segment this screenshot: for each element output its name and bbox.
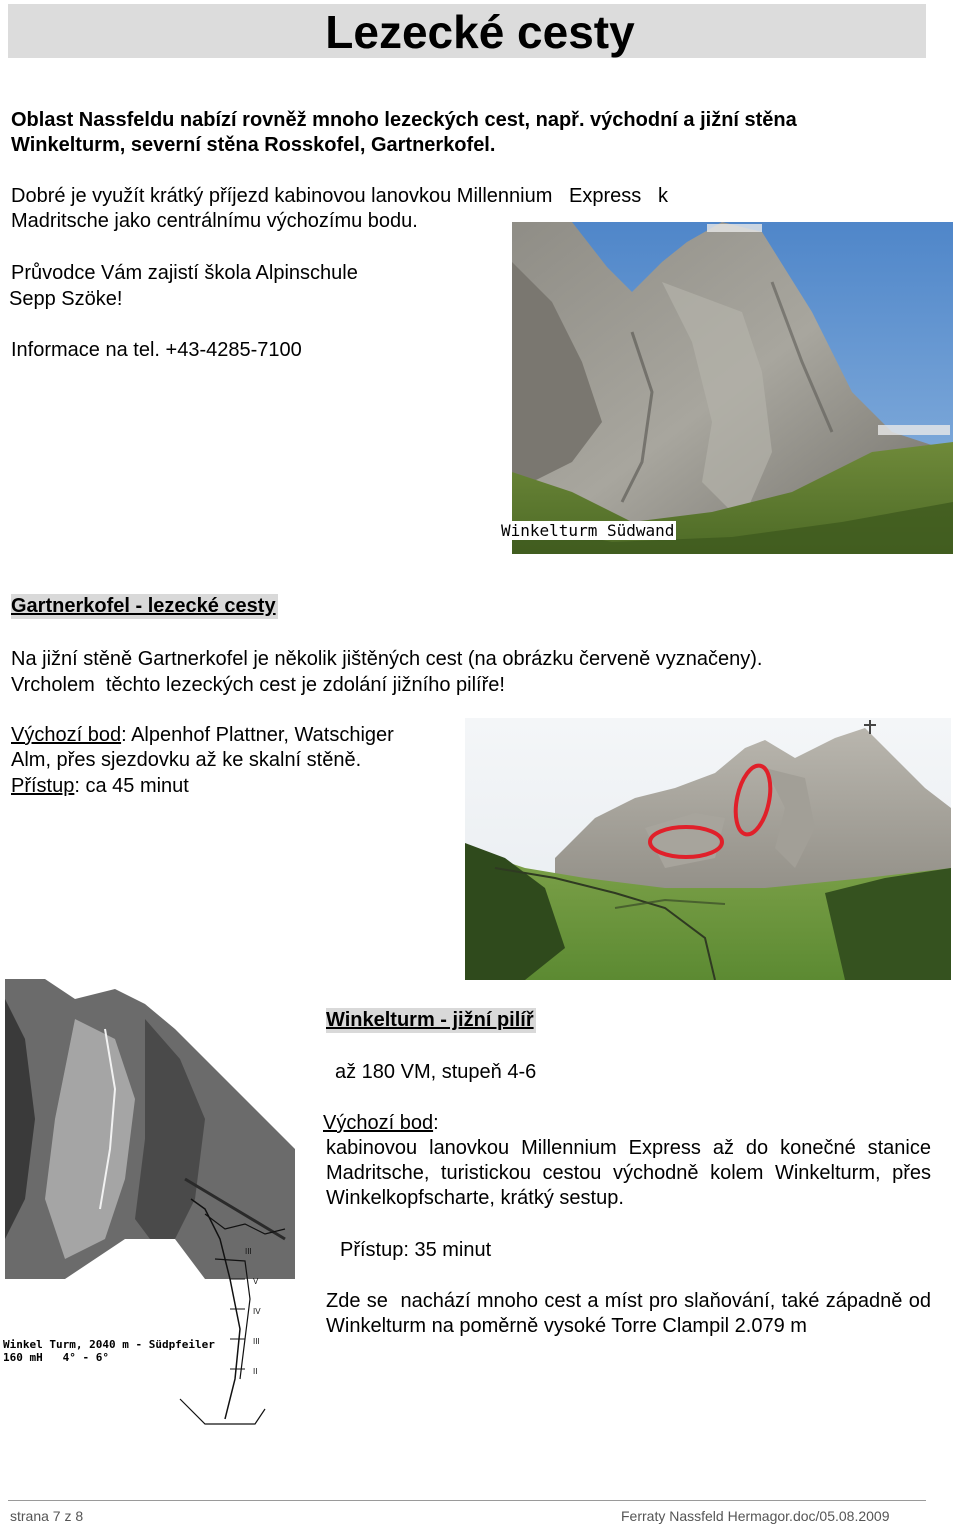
footer-page-number: strana 7 z 8 bbox=[10, 1508, 84, 1524]
footer-document-name: Ferraty Nassfeld Hermagor.doc/05.08.2009 bbox=[621, 1508, 890, 1524]
intro-line-1: Oblast Nassfeldu nabízí rovněž mnoho lezeckých cest, např. východní a jižní stěna bbox=[11, 109, 797, 131]
winkelturm-start-label-text: Výchozí bod bbox=[323, 1112, 434, 1134]
gartnerkofel-access bbox=[11, 774, 189, 799]
winkelturm-access: Přístup: 35 minut bbox=[340, 1239, 492, 1261]
page-title: Lezecké cesty bbox=[325, 6, 635, 58]
intro-line-5: Průvodce Vám zajistí škola Alpinschule bbox=[11, 262, 358, 284]
svg-text:II: II bbox=[253, 1367, 258, 1376]
winkelturm-start-colon: : bbox=[433, 1112, 439, 1134]
winkelturm-heading: Winkelturm - jižní pilíř bbox=[326, 1009, 534, 1031]
winkelturm-note: Zde se nachází mnoho cest a míst pro slaňování, také západně od Winkelturm na poměrně vysoké Torre Clampil 2.079 m bbox=[326, 1290, 937, 1337]
gartnerkofel-start bbox=[11, 723, 394, 748]
intro-line-3: Dobré je využít krátký příjezd kabinovou lanovkou Millennium Express k bbox=[11, 185, 668, 207]
gartnerkofel-line-1: Na jižní stěně Gartnerkofel je několik jištěných cest (na obrázku červeně vyznačeny). bbox=[11, 648, 763, 670]
winkelturm-grade: až 180 VM, stupeň 4-6 bbox=[335, 1061, 537, 1083]
intro-phone: Informace na tel. +43-4285-7100 bbox=[11, 339, 302, 361]
footer-divider bbox=[8, 1500, 926, 1501]
intro-line-4: Madritsche jako centrálnímu výchozímu bodu. bbox=[11, 210, 418, 232]
winkelturm-start-text: kabinovou lanovkou Millennium Express až do konečné stanice Madritsche, turistickou cestou východně kolem Winkelturm, přes Winkelkopfscharte, krátký sestup. bbox=[326, 1137, 931, 1209]
topo-caption-line-2: 160 mH 4° - 6° bbox=[3, 1351, 109, 1364]
svg-text:III: III bbox=[245, 1247, 252, 1256]
svg-text:III: III bbox=[253, 1337, 260, 1346]
winkelturm-start-label bbox=[323, 1111, 439, 1136]
access-label: Přístup bbox=[11, 775, 75, 797]
svg-text:V: V bbox=[253, 1277, 259, 1286]
gartnerkofel-heading: Gartnerkofel - lezecké cesty bbox=[11, 595, 276, 617]
topo-caption-line-1: Winkel Turm, 2040 m - Südpfeiler bbox=[3, 1338, 215, 1351]
winkelturm-south-face-photo bbox=[512, 222, 953, 554]
access-text: : ca 45 minut bbox=[74, 775, 189, 797]
start-label: Výchozí bod bbox=[11, 724, 122, 746]
intro-line-6: Sepp Szöke! bbox=[9, 288, 123, 310]
gartnerkofel-start-line-2: Alm, přes sjezdovku až ke skalní stěně. bbox=[11, 749, 362, 771]
gartnerkofel-line-2: Vrcholem těchto lezeckých cest je zdolání jižního pilíře! bbox=[11, 674, 505, 696]
svg-text:IV: IV bbox=[253, 1307, 261, 1316]
start-text: : Alpenhof Plattner, Watschiger bbox=[121, 724, 394, 746]
intro-line-2: Winkelturm, severní stěna Rosskofel, Gartnerkofel. bbox=[11, 134, 496, 156]
gartnerkofel-photo bbox=[465, 718, 951, 980]
topo-caption bbox=[3, 1338, 215, 1364]
photo-label: Winkelturm Südwand bbox=[501, 521, 675, 540]
